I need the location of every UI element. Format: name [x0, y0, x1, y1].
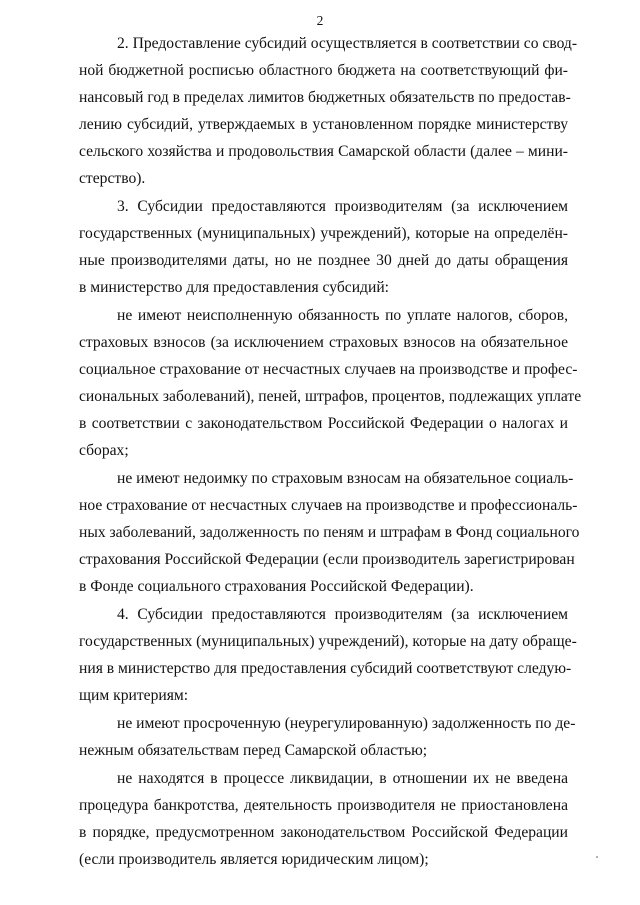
- paragraph-1-line-6: стерство).: [79, 170, 146, 187]
- paragraph-5-line-3: ния в министерство для предоставления субсидий соответствуют следую-: [79, 660, 572, 677]
- paragraph-4-line-4: страхования Российской Федерации (если производитель зарегистрирован: [79, 551, 575, 568]
- paragraph-5-line-2: государственных (муниципальных) учреждений), которые на дату обраще-: [79, 633, 577, 650]
- paragraph-2-line-2: государственных (муниципальных) учреждений), которые на определён-: [79, 225, 568, 242]
- paragraph-1-line-1: 2. Предоставление субсидий осуществляется в соответствии со свод-: [117, 35, 578, 52]
- scan-speck: [596, 856, 598, 858]
- paragraph-1-line-4: лению субсидий, утверждаемых в установленном порядке министерству: [79, 116, 568, 133]
- paragraph-4-line-2: ное страхование от несчастных случаев на производстве и профессиональ-: [79, 497, 578, 514]
- paragraph-7-line-2: процедура банкротства, деятельность производителя не приостановлена: [79, 797, 568, 814]
- paragraph-4-line-5: в Фонде социального страхования Российской Федерации).: [79, 578, 474, 595]
- paragraph-3-line-4: сиональных заболеваний), пеней, штрафов, процентов, подлежащих уплате: [79, 388, 582, 405]
- page-number: 2: [316, 13, 324, 28]
- paragraph-5-line-1: 4. Субсидии предоставляются производителям (за исключением: [117, 606, 568, 623]
- paragraph-5-line-4: щим критериям:: [79, 687, 189, 704]
- paragraph-3-line-3: социальное страхование от несчастных случаев на производстве и профес-: [79, 361, 578, 378]
- paragraph-7-line-1: не находятся в процессе ликвидации, в отношении их не введена: [117, 770, 568, 787]
- paragraph-4-line-1: не имеют недоимку по страховым взносам на обязательное социаль-: [117, 470, 574, 487]
- paragraph-4-line-3: ных заболеваний, задолженность по пеням и штрафам в Фонд социального: [79, 524, 580, 541]
- paragraph-1-line-2: ной бюджетной росписью областного бюджета на соответствующий фи-: [79, 62, 568, 79]
- paragraph-2-line-1: 3. Субсидии предоставляются производителям (за исключением: [117, 198, 568, 215]
- paragraph-1-line-5: сельского хозяйства и продовольствия Самарской области (далее – мини-: [79, 143, 568, 160]
- paragraph-1-line-3: нансовый год в пределах лимитов бюджетных обязательств по предостав-: [79, 89, 571, 106]
- paragraph-6-line-1: не имеют просроченную (неурегулированную) задолженность по де-: [117, 715, 576, 732]
- paragraph-2-line-3: ные производителями даты, но не позднее 30 дней до даты обращения: [79, 252, 568, 269]
- paragraph-3-line-1: не имеют неисполненную обязанность по уплате налогов, сборов,: [117, 307, 568, 324]
- paragraph-3-line-2: страховых взносов (за исключением страховых взносов на обязательное: [79, 334, 568, 351]
- paragraph-3-line-6: сборах;: [79, 442, 129, 459]
- paragraph-3-line-5: в соответствии с законодательством Российской Федерации о налогах и: [79, 415, 568, 432]
- paragraph-7-line-3: в порядке, предусмотренном законодательством Российской Федерации: [79, 824, 568, 841]
- paragraph-7-line-4: (если производитель является юридическим лицом);: [79, 851, 429, 868]
- paragraph-6-line-2: нежным обязательствам перед Самарской областью;: [79, 742, 428, 759]
- paragraph-2-line-4: в министерство для предоставления субсидий:: [79, 279, 390, 296]
